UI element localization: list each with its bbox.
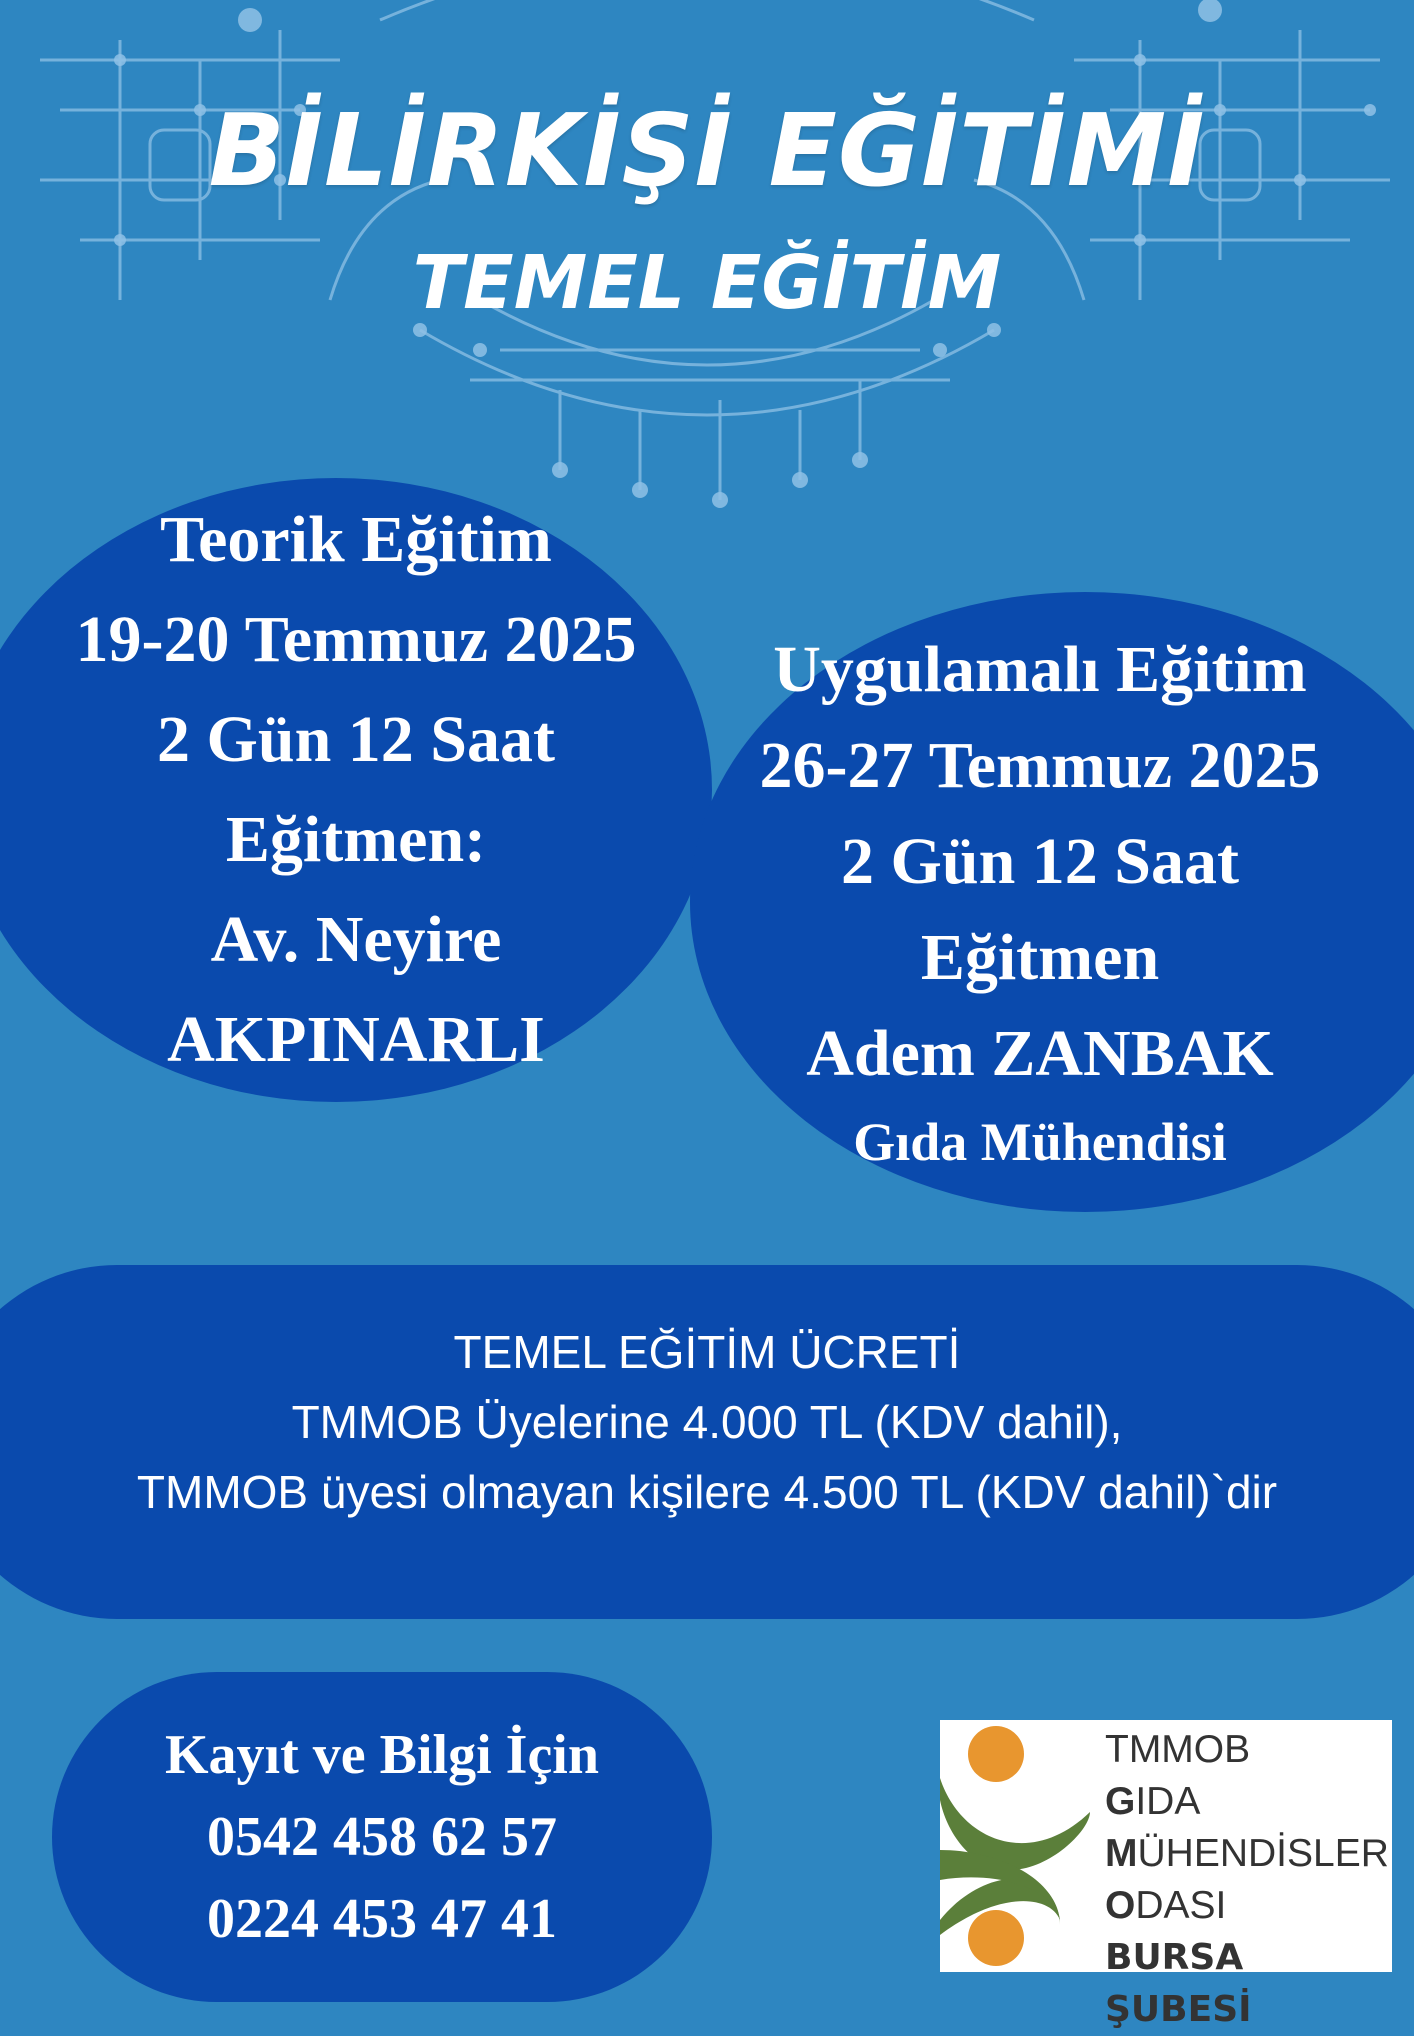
theory-trainer-name: Av. Neyire (210, 903, 502, 976)
practice-trainer-label: Eğitmen (920, 921, 1160, 994)
practice-trainer-title: Gıda Mühendisi (853, 1112, 1227, 1172)
logo-emblem-icon (940, 1720, 1105, 1972)
page-title: BİLİRKİŞİ EĞİTİMİ (208, 92, 1206, 209)
logo-line-gida: GIDA (1105, 1780, 1201, 1823)
theory-training-card (0, 478, 712, 1102)
practice-dates: 26-27 Temmuz 2025 (759, 729, 1321, 802)
logo-text (1105, 1724, 1392, 2036)
logo-line-tmmob: TMMOB (1105, 1728, 1251, 1771)
theory-trainer-surname: AKPINARLI (167, 1003, 545, 1076)
logo-line-muhendisler: MÜHENDİSLER (1105, 1832, 1389, 1875)
theory-dates: 19-20 Temmuz 2025 (75, 603, 637, 676)
theory-duration: 2 Gün 12 Saat (157, 703, 555, 776)
theory-trainer-label: Eğitmen: (225, 803, 487, 876)
logo-branch: BURSA ŞUBESİ (1105, 1937, 1252, 2030)
practice-training-card (690, 592, 1414, 1212)
fee-non-members: TMMOB üyesi olmayan kişilere 4.500 TL (KDV dahil)`dir (136, 1466, 1278, 1518)
contact-card (52, 1672, 712, 2002)
fee-heading: TEMEL EĞİTİM ÜCRETİ (453, 1326, 961, 1378)
contact-phone-landline[interactable]: 0224 453 47 41 (207, 1888, 557, 1950)
contact-heading: Kayıt ve Bilgi İçin (165, 1724, 599, 1786)
practice-training-content (760, 622, 1321, 1182)
contact-phone-mobile[interactable]: 0542 458 62 57 (207, 1806, 557, 1868)
logo-line-odasi: ODASI (1105, 1884, 1227, 1927)
fee-content (137, 1317, 1277, 1527)
theory-training-content (76, 490, 637, 1090)
practice-trainer-name: Adem ZANBAK (806, 1017, 1274, 1090)
fee-card (0, 1265, 1414, 1619)
page-subtitle: TEMEL EĞİTİM (412, 240, 1002, 326)
practice-duration: 2 Gün 12 Saat (841, 825, 1239, 898)
fee-members: TMMOB Üyelerine 4.000 TL (KDV dahil), (291, 1396, 1123, 1448)
practice-heading: Uygulamalı Eğitim (773, 633, 1307, 706)
theory-heading: Teorik Eğitim (160, 503, 552, 576)
tmmob-logo (940, 1720, 1392, 2030)
